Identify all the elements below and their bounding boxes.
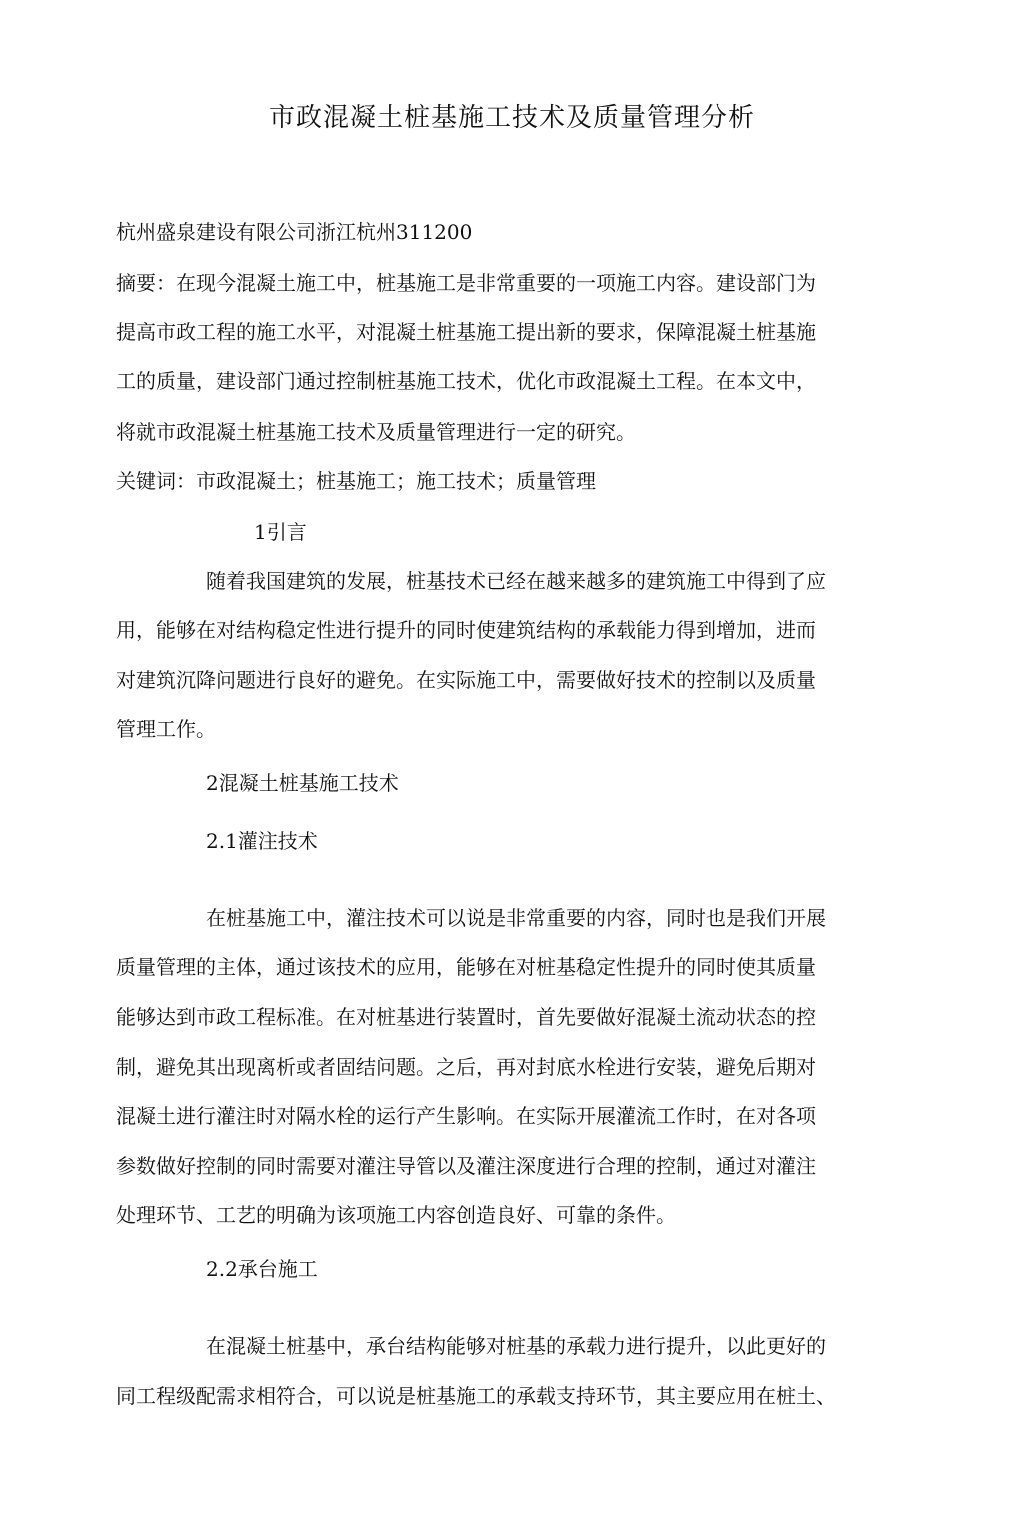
abstract-line: 工的质量，建设部门通过控制桩基施工技术，优化市政混凝土工程。在本文中， xyxy=(116,369,816,393)
paragraph-line: 随着我国建筑的发展，桩基技术已经在越来越多的建筑施工中得到了应 xyxy=(206,569,826,593)
document-title: 市政混凝土桩基施工技术及质量管理分析 xyxy=(268,103,755,133)
author-affiliation: 杭州盛泉建设有限公司浙江杭州311200 xyxy=(116,220,473,244)
section-heading-2-1: 2.1灌注技术 xyxy=(206,829,318,853)
paragraph-line: 制，避免其出现离析或者固结问题。之后，再对封底水栓进行安装，避免后期对 xyxy=(116,1055,816,1079)
abstract-line: 提高市政工程的施工水平，对混凝土桩基施工提出新的要求，保障混凝土桩基施 xyxy=(116,320,816,344)
section-heading-2-2: 2.2承台施工 xyxy=(206,1257,318,1281)
paragraph-line: 参数做好控制的同时需要对灌注导管以及灌注深度进行合理的控制，通过对灌注 xyxy=(116,1154,816,1178)
paragraph-line: 管理工作。 xyxy=(116,717,216,741)
paragraph-line: 对建筑沉降问题进行良好的避免。在实际施工中，需要做好技术的控制以及质量 xyxy=(116,668,816,692)
abstract-line: 将就市政混凝土桩基施工技术及质量管理进行一定的研究。 xyxy=(116,420,636,444)
keywords: 关键词：市政混凝土；桩基施工；施工技术；质量管理 xyxy=(116,469,596,493)
paragraph-line: 在桩基施工中，灌注技术可以说是非常重要的内容，同时也是我们开展 xyxy=(206,906,826,930)
paragraph-line: 混凝土进行灌注时对隔水栓的运行产生影响。在实际开展灌流工作时，在对各项 xyxy=(116,1104,816,1128)
section-heading-2: 2混凝土桩基施工技术 xyxy=(206,771,399,795)
section-heading-intro: 1引言 xyxy=(254,520,307,544)
paragraph-line: 能够达到市政工程标准。在对桩基进行装置时，首先要做好混凝土流动状态的控 xyxy=(116,1005,816,1029)
paragraph-line: 处理环节、工艺的明确为该项施工内容创造良好、可靠的条件。 xyxy=(116,1203,676,1227)
paragraph-line: 在混凝土桩基中，承台结构能够对桩基的承载力进行提升，以此更好的 xyxy=(206,1334,826,1358)
paragraph-line: 质量管理的主体，通过该技术的应用，能够在对桩基稳定性提升的同时使其质量 xyxy=(116,955,816,979)
abstract-line: 摘要：在现今混凝土施工中，桩基施工是非常重要的一项施工内容。建设部门为 xyxy=(116,271,816,295)
paragraph-line: 同工程级配需求相符合，可以说是桩基施工的承载支持环节，其主要应用在桩土、 xyxy=(116,1384,836,1408)
paragraph-line: 用，能够在对结构稳定性进行提升的同时使建筑结构的承载能力得到增加，进而 xyxy=(116,618,816,642)
